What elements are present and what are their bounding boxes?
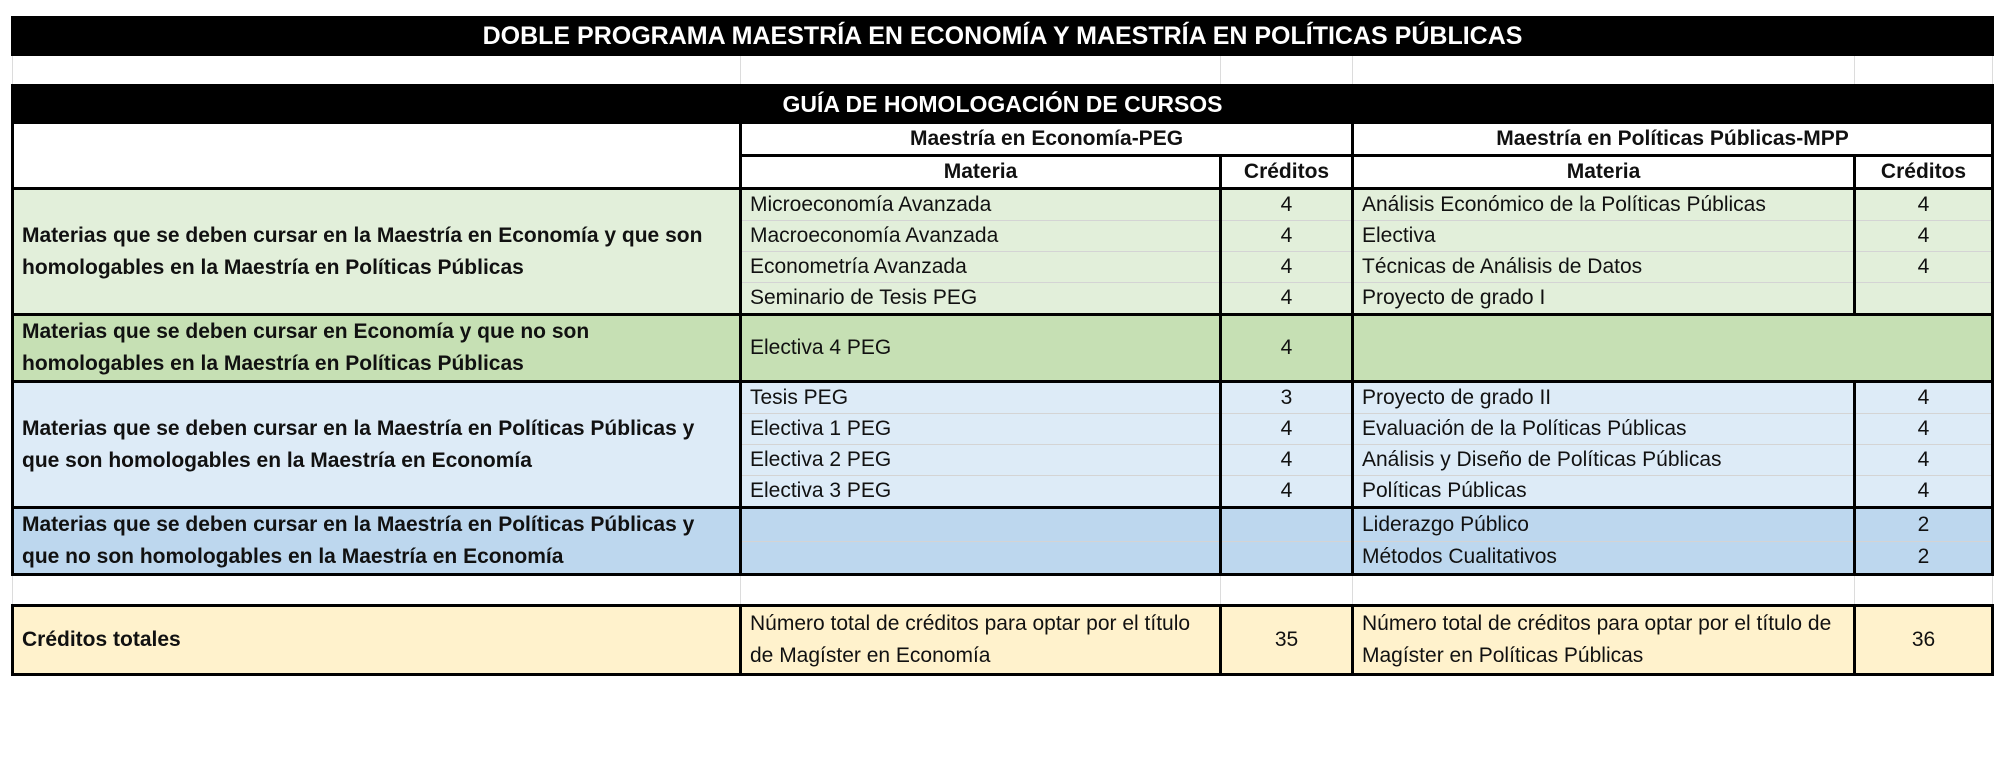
mpp-course: Liderazgo Público [1353,508,1855,542]
table-row [13,315,1993,382]
peg-course [741,541,1221,575]
mpp-course: Análisis y Diseño de Políticas Públicas [1353,445,1855,476]
section-label-4: Materias que se deben cursar en la Maestría en Políticas Públicas y que no son homologables en la Maestría en Economía [13,508,741,575]
peg-credits: 4 [1221,476,1353,508]
mpp-credits: 2 [1855,508,1993,542]
mpp-credits: 4 [1855,414,1993,445]
mpp-credits: 4 [1855,221,1993,252]
peg-credits: 4 [1221,414,1353,445]
table-row [13,508,1993,542]
peg-credits: 4 [1221,252,1353,283]
peg-credits: 4 [1221,221,1353,252]
peg-creditos-header: Créditos [1221,156,1353,189]
mpp-credits: 4 [1855,382,1993,414]
sheet-title: DOBLE PROGRAMA MAESTRÍA EN ECONOMÍA Y MAESTRÍA EN POLÍTICAS PÚBLICAS [13,18,1993,55]
mpp-course: Técnicas de Análisis de Datos [1353,252,1855,283]
peg-course [741,508,1221,542]
peg-credits: 4 [1221,189,1353,221]
title-row [13,18,1993,55]
mpp-total-value: 36 [1855,606,1993,675]
section-label-1: Materias que se deben cursar en la Maestría en Economía y que son homologables en la Maestría en Políticas Públicas [13,189,741,315]
totals-row [13,606,1993,675]
mpp-course: Electiva [1353,221,1855,252]
mpp-course: Análisis Económico de la Políticas Públicas [1353,189,1855,221]
guide-row [13,86,1993,123]
mpp-credits: 4 [1855,252,1993,283]
section-label-3: Materias que se deben cursar en la Maestría en Políticas Públicas y que son homologables en la Maestría en Economía [13,382,741,508]
peg-course: Seminario de Tesis PEG [741,283,1221,315]
totals-label: Créditos totales [13,606,741,675]
mpp-course: Métodos Cualitativos [1353,541,1855,575]
peg-course: Electiva 4 PEG [741,315,1221,382]
mpp-empty-merged-cell [1353,315,1993,382]
mpp-materia-header: Materia [1353,156,1855,189]
peg-course: Electiva 1 PEG [741,414,1221,445]
peg-credits [1221,541,1353,575]
mpp-credits: 4 [1855,476,1993,508]
mpp-credits: 4 [1855,445,1993,476]
mpp-credits [1855,283,1993,315]
table-row [13,382,1993,414]
program-peg-header: Maestría en Economía-PEG [741,123,1353,156]
peg-credits [1221,508,1353,542]
mpp-credits: 2 [1855,541,1993,575]
program-header-row [13,123,1993,156]
mpp-total-text: Número total de créditos para optar por el título de Magíster en Políticas Públicas [1353,606,1855,675]
blank-row [13,575,1993,606]
peg-course: Electiva 2 PEG [741,445,1221,476]
section-label-2: Materias que se deben cursar en Economía y que no son homologables en la Maestría en Políticas Públicas [13,315,741,382]
peg-materia-header: Materia [741,156,1221,189]
mpp-credits: 4 [1855,189,1993,221]
guide-title: GUÍA DE HOMOLOGACIÓN DE CURSOS [13,86,1993,123]
peg-credits: 3 [1221,382,1353,414]
peg-course: Microeconomía Avanzada [741,189,1221,221]
blank-row [13,55,1993,86]
homologation-table [11,16,1994,676]
peg-total-text: Número total de créditos para optar por el título de Magíster en Economía [741,606,1221,675]
mpp-course: Políticas Públicas [1353,476,1855,508]
peg-course: Econometría Avanzada [741,252,1221,283]
peg-course: Macroeconomía Avanzada [741,221,1221,252]
mpp-course: Proyecto de grado I [1353,283,1855,315]
peg-course: Tesis PEG [741,382,1221,414]
peg-course: Electiva 3 PEG [741,476,1221,508]
mpp-course: Evaluación de la Políticas Públicas [1353,414,1855,445]
table-row [13,189,1993,221]
mpp-creditos-header: Créditos [1855,156,1993,189]
mpp-course: Proyecto de grado II [1353,382,1855,414]
peg-credits: 4 [1221,315,1353,382]
empty-header-cell [13,123,741,189]
peg-credits: 4 [1221,445,1353,476]
peg-total-value: 35 [1221,606,1353,675]
peg-credits: 4 [1221,283,1353,315]
program-mpp-header: Maestría en Políticas Públicas-MPP [1353,123,1993,156]
